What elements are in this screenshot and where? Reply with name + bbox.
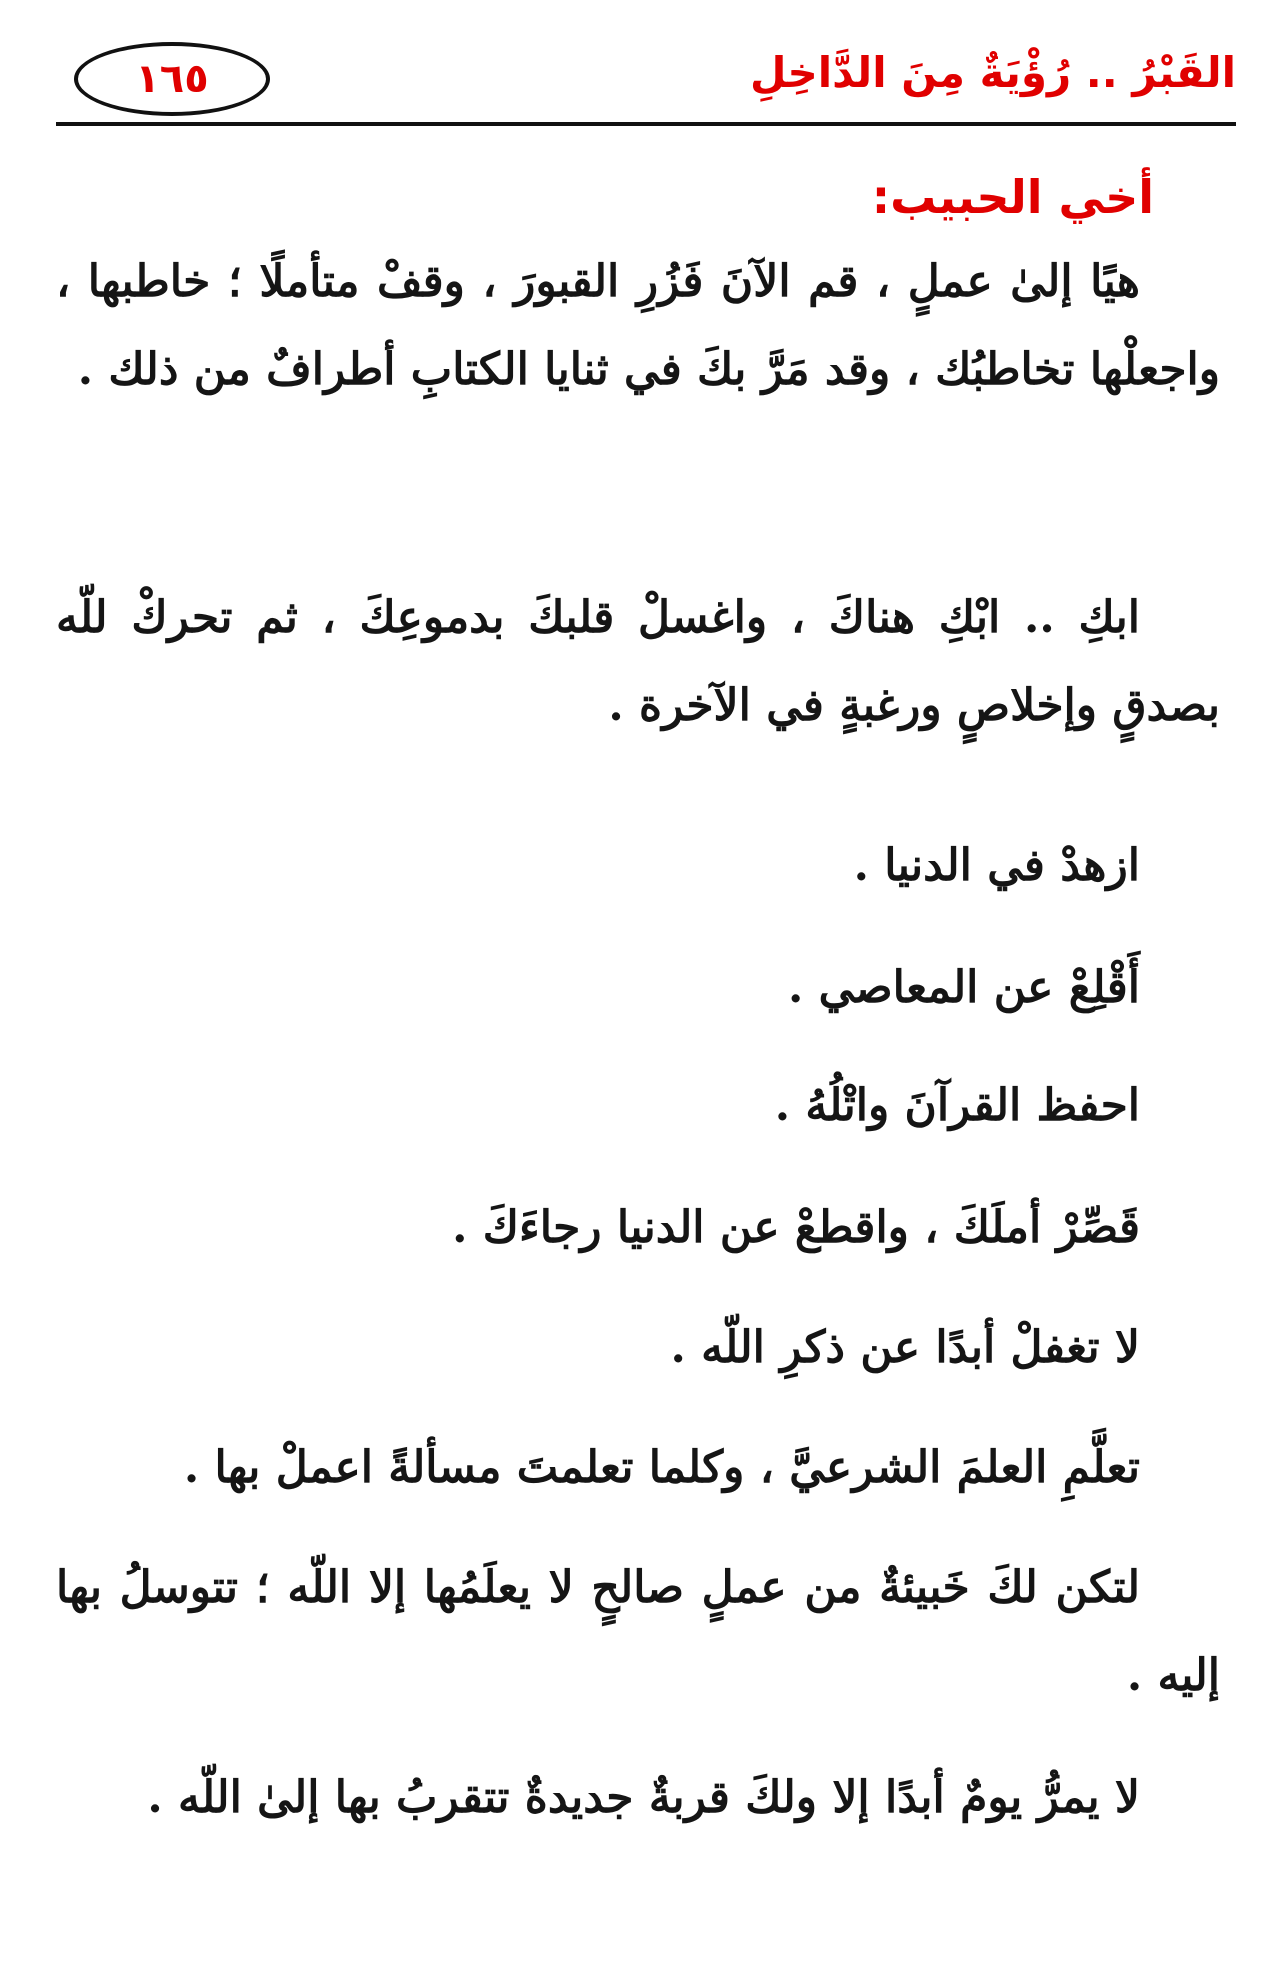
page-number-oval: [74, 42, 270, 116]
paragraph-6: قَصِّرْ أملَكَ ، واقطعْ عن الدنيا رجاءَكَ .: [452, 1202, 1140, 1253]
section-heading: أخي الحبيب:: [871, 170, 1154, 224]
paragraph-7: لا تغفلْ أبدًا عن ذكرِ اللّه .: [670, 1322, 1140, 1373]
paragraph-5: احفظ القرآنَ واتْلُهُ .: [774, 1080, 1140, 1131]
paragraph-1: هيًا إلىٰ عملٍ ، قم الآنَ فَزُرِ القبورَ ، وقفْ متأملًا ؛ خاطبها ، واجعلْها تخاطبُك ، وقد مَرَّ بكَ في ثنايا الكتابِ أطرافٌ من ذلك .: [56, 256, 1220, 395]
running-title: القَبْرُ .. رُؤْيَةٌ مِنَ الدَّاخِلِ: [750, 48, 1236, 97]
paragraph-9: لتكن لكَ خَبيئةٌ من عملٍ صالحٍ لا يعلَمُها إلا اللّه ؛ تتوسلُ بها إليه .: [56, 1562, 1220, 1701]
paragraph-2: ابكِ .. ابْكِ هناكَ ، واغسلْ قلبكَ بدموعِكَ ، ثم تحركْ للّه بصدقٍ وإخلاصٍ ورغبةٍ في الآخرة .: [56, 592, 1220, 731]
paragraph-8: تعلَّمِ العلمَ الشرعيَّ ، وكلما تعلمتَ مسألةً اعملْ بها .: [183, 1442, 1140, 1493]
page-header: [56, 30, 1236, 126]
paragraph-10: لا يمرُّ يومٌ أبدًا إلا ولكَ قربةٌ جديدةٌ تتقربُ بها إلىٰ اللّه .: [147, 1772, 1140, 1823]
page-number: ١٦٥: [135, 56, 209, 102]
header-divider: [56, 122, 1236, 126]
paragraph-4: أَقْلِعْ عن المعاصي .: [788, 962, 1140, 1013]
paragraph-3: ازهدْ في الدنيا .: [853, 840, 1140, 891]
